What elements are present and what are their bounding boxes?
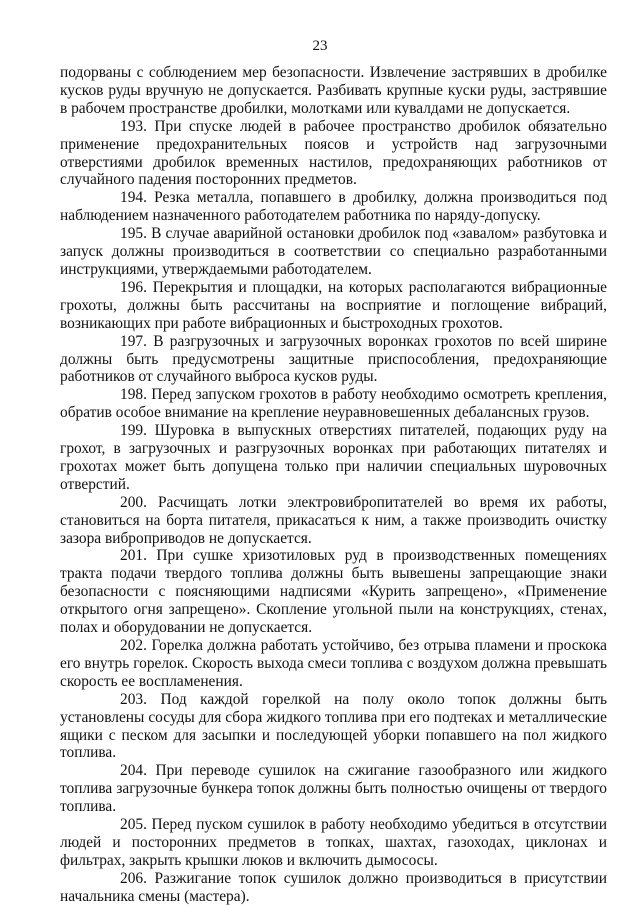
- paragraph: 202. Горелка должна работать устойчиво, без отрыва пламени и проскока его внутрь горелок. Скорость выхода смеси топлива с воздухом должна превышать скорость ее воспламенения.: [60, 637, 607, 690]
- body-text: [60, 64, 607, 906]
- paragraph: 195. В случае аварийной остановки дробилок под «завалом» разбутовка и запуск должны производиться в соответствии со специально разработанными инструкциями, утверждаемыми работодателем.: [60, 225, 607, 278]
- paragraph: 199. Шуровка в выпускных отверстиях питателей, подающих руду на грохот, в загрузочных и разгрузочных воронках при работающих питателях и грохотах может быть допущена только при наличии специальных шуровочных отверстий.: [60, 422, 607, 493]
- paragraph: 197. В разгрузочных и загрузочных воронках грохотов по всей ширине должны быть предусмотрены защитные приспособления, предохраняющие работников от случайного выброса кусков руды.: [60, 332, 607, 386]
- paragraph: 203. Под каждой горелкой на полу около топок должны быть установлены сосуды для сбора жидкого топлива при его подтеках и металлические ящики с песком для засыпки и последующей уборки попавшего на пол жидкого топлива.: [60, 690, 607, 762]
- paragraph: 204. При переводе сушилок на сжигание газообразного или жидкого топлива загрузочные бункера топок должны быть полностью очищены от твердого топлива.: [60, 762, 607, 816]
- paragraph: 193. При спуске людей в рабочее пространство дробилок обязательно применение предохранительных поясов и устройств над загрузочными отверстиями дробилок временных настилов, предохраняющих работников от случайного падения посторонних предметов.: [60, 117, 607, 189]
- paragraph: 201. При сушке хризотиловых руд в производственных помещениях тракта подачи твердого топлива должны быть вывешены запрещающие знаки безопасности с поясняющими надписями «Курить запрещено», «Применение открытого огня запрещено». Скопление угольной пыли на конструкциях, стенах, полах и оборудовании не допускается.: [60, 547, 607, 637]
- paragraph: 200. Расчищать лотки электровибропитателей во время их работы, становиться на борта питателя, прикасаться к ним, а также производить очистку зазора виброприводов не допускается.: [60, 493, 607, 547]
- paragraph: 194. Резка металла, попавшего в дробилку, должна производиться под наблюдением назначенного работодателем работника по наряду-допуску.: [60, 189, 607, 225]
- paragraph: 196. Перекрытия и площадки, на которых располагаются вибрационные грохоты, должны быть рассчитаны на восприятие и поглощение вибраций, возникающих при работе вибрационных и быстроходных грохотов.: [60, 278, 607, 332]
- paragraph: подорваны с соблюдением мер безопасности. Извлечение застрявших в дробилке кусков руды вручную не допускается. Разбивать крупные куски руды, застрявшие в рабочем пространстве дробилки, молотками или кувалдами не допускается.: [60, 64, 607, 117]
- paragraph: 205. Перед пуском сушилок в работу необходимо убедиться в отсутствии людей и посторонних предметов в топках, шахтах, газоходах, циклонах и фильтрах, закрыть крышки люков и включить дымососы.: [60, 816, 607, 869]
- page-number: 23: [312, 38, 328, 54]
- paragraph: 206. Разжигание топок сушилок должно производиться в присутствии начальника смены (мастера).: [60, 869, 607, 905]
- paragraph: 198. Перед запуском грохотов в работу необходимо осмотреть крепления, обратив особое внимание на крепление неуравновешенных дебалансных грузов.: [60, 386, 607, 422]
